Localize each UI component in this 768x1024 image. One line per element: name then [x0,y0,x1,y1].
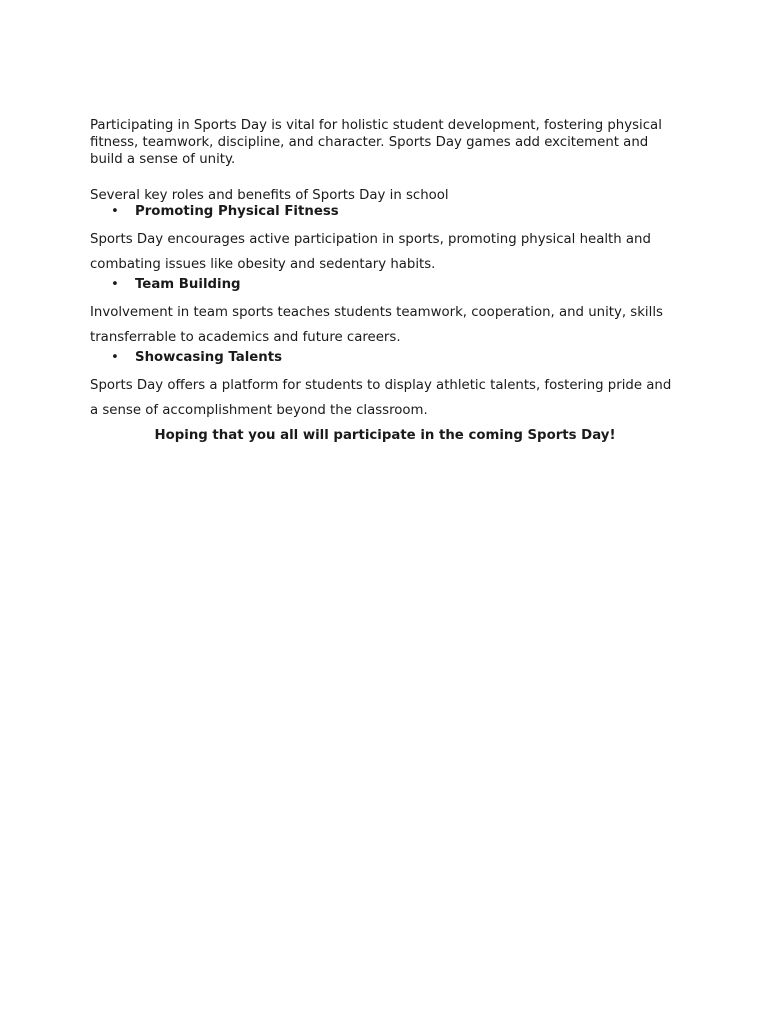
section-heading: Showcasing Talents [135,350,283,365]
bullet-icon: • [111,277,119,292]
lead-sentence: Several key roles and benefits of Sports Day in school [90,188,449,203]
section-heading: Team Building [135,277,241,292]
benefit-section [90,204,680,277]
bullet-icon: • [111,204,119,219]
bullet-icon: • [111,350,119,365]
section-heading: Promoting Physical Fitness [135,204,339,219]
closing-line: Hoping that you all will participate in the coming Sports Day! [154,428,616,443]
benefit-section [90,350,680,423]
benefit-section [90,277,680,350]
bullet-heading [90,204,680,220]
section-body: Sports Day offers a platform for students to display athletic talents, fostering pride and a sense of accomplishment beyond the classroom. [90,378,672,418]
intro-paragraph: Participating in Sports Day is vital for holistic student development, fostering physical fitness, teamwork, discipline, and character. Sports Day games add excitement and build a sense of unity. [90,118,662,167]
document-page [90,117,680,445]
section-body: Sports Day encourages active participation in sports, promoting physical health and combating issues like obesity and sedentary habits. [90,232,651,272]
bullet-heading [90,350,680,366]
bullet-heading [90,277,680,293]
section-body: Involvement in team sports teaches students teamwork, cooperation, and unity, skills transferrable to academics and future careers. [90,305,663,345]
